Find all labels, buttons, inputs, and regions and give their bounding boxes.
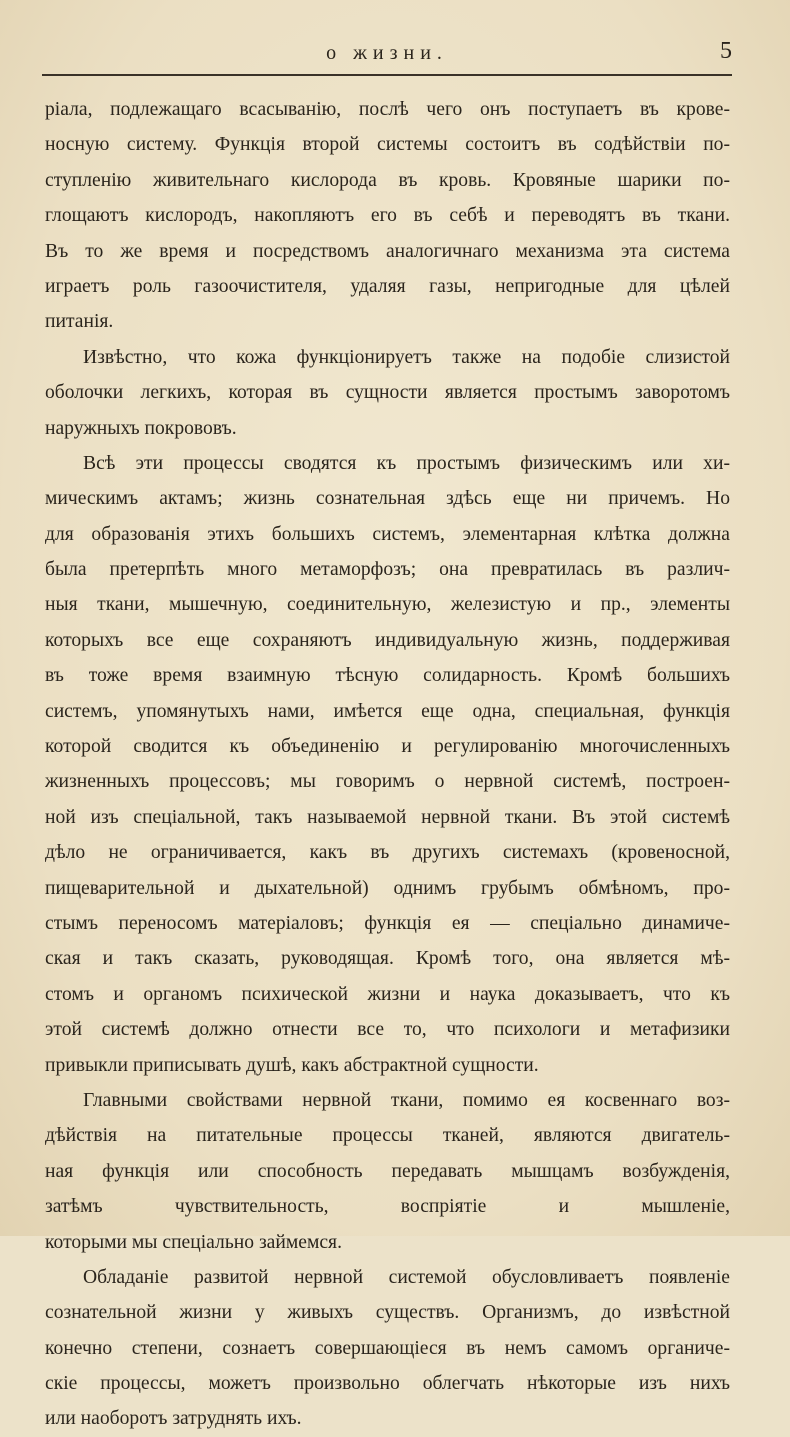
- text-line: ная функція или способность передавать мышцамъ возбужденія,: [45, 1160, 730, 1182]
- text-line: питанія.: [45, 311, 114, 333]
- text-line: ская и такъ сказать, руководящая. Кромѣ того, она является мѣ-: [45, 948, 730, 970]
- text-line: въ тоже время взаимную тѣсную солидарность. Кромѣ большихъ: [45, 665, 730, 687]
- text-line: стымъ переносомъ матеріаловъ; функція ея — спеціально динамиче-: [45, 912, 730, 934]
- text-line: оболочки легкихъ, которая въ сущности является простымъ заворотомъ: [45, 382, 730, 404]
- text-line: Въ то же время и посредствомъ аналогичнаго механизма эта система: [45, 240, 730, 262]
- text-line: конечно степени, сознаетъ совершающіеся въ немъ самомъ органиче-: [45, 1337, 730, 1359]
- text-line: глощаютъ кислородъ, накопляютъ его въ себѣ и переводятъ въ ткани.: [45, 205, 730, 227]
- text-line: для образованія этихъ большихъ системъ, элементарная клѣтка должна: [45, 523, 730, 545]
- text-line: привыкли приписывать душѣ, какъ абстрактной сущности.: [45, 1054, 539, 1076]
- text-line: этой системѣ должно отнести все то, что психологи и метафизики: [45, 1019, 730, 1041]
- page-header: [42, 38, 732, 76]
- text-line: или наоборотъ затруднять ихъ.: [45, 1408, 302, 1430]
- text-line: Главными свойствами нервной ткани, помимо ея косвеннаго воз-: [83, 1089, 730, 1111]
- text-line: дѣйствія на питательные процессы тканей, являются двигатель-: [45, 1125, 730, 1147]
- page-number: 5: [720, 38, 732, 64]
- text-line: Всѣ эти процессы сводятся къ простымъ физическимъ или хи-: [83, 452, 730, 474]
- text-line: которыми мы спеціально займемся.: [45, 1231, 342, 1253]
- text-line: скіе процессы, можетъ произвольно облегчать нѣкоторые изъ нихъ: [45, 1373, 730, 1395]
- text-line: мическимъ актамъ; жизнь сознательная здѣсь еще ни причемъ. Но: [45, 488, 730, 510]
- text-line: сознательной жизни у живыхъ существъ. Организмъ, до извѣстной: [45, 1302, 730, 1324]
- text-line: которыхъ все еще сохраняютъ индивидуальную жизнь, поддерживая: [45, 629, 730, 651]
- text-line: ной изъ спеціальной, такъ называемой нервной ткани. Въ этой системѣ: [45, 806, 730, 828]
- text-line: ныя ткани, мышечную, соединительную, железистую и пр., элементы: [45, 594, 730, 616]
- text-line: стомъ и органомъ психической жизни и наука доказываетъ, что къ: [45, 983, 730, 1005]
- text-line: Извѣстно, что кожа функціонируетъ также на подобіе слизистой: [83, 346, 730, 368]
- text-line: была претерпѣть много метаморфозъ; она превратилась въ различ-: [45, 559, 730, 581]
- body-text: [45, 92, 730, 1437]
- paragraph-1: [45, 92, 730, 340]
- text-line: затѣмъ чувствительность, воспріятіе и мышленіе,: [45, 1196, 730, 1218]
- running-title: о жизни.: [326, 42, 448, 64]
- text-line: наружныхъ покрововъ.: [45, 417, 237, 439]
- text-line: ступленію живительнаго кислорода въ кровь. Кровяные шарики по-: [45, 169, 730, 191]
- paragraph-3: [45, 446, 730, 1083]
- text-line: Обладаніе развитой нервной системой обусловливаетъ появленіе: [83, 1266, 730, 1288]
- paragraph-2: [45, 340, 730, 446]
- text-line: системъ, упомянутыхъ нами, имѣется еще одна, специальная, функція: [45, 700, 730, 722]
- paragraph-4: [45, 1083, 730, 1260]
- text-line: носную систему. Функція второй системы состоитъ въ содѣйствіи по-: [45, 134, 730, 156]
- text-line: играетъ роль газоочистителя, удаляя газы, непригодные для цѣлей: [45, 275, 730, 297]
- paragraph-5: [45, 1260, 730, 1437]
- text-line: ріала, подлежащаго всасыванію, послѣ чего онъ поступаетъ въ крове-: [45, 99, 730, 120]
- text-line: дѣло не ограничивается, какъ въ другихъ системахъ (кровеносной,: [45, 842, 730, 864]
- text-line: пищеварительной и дыхательной) однимъ грубымъ обмѣномъ, про-: [45, 877, 730, 899]
- text-line: жизненныхъ процессовъ; мы говоримъ о нервной системѣ, построен-: [45, 771, 730, 793]
- text-line: которой сводится къ объединенію и регулированію многочисленныхъ: [45, 736, 730, 758]
